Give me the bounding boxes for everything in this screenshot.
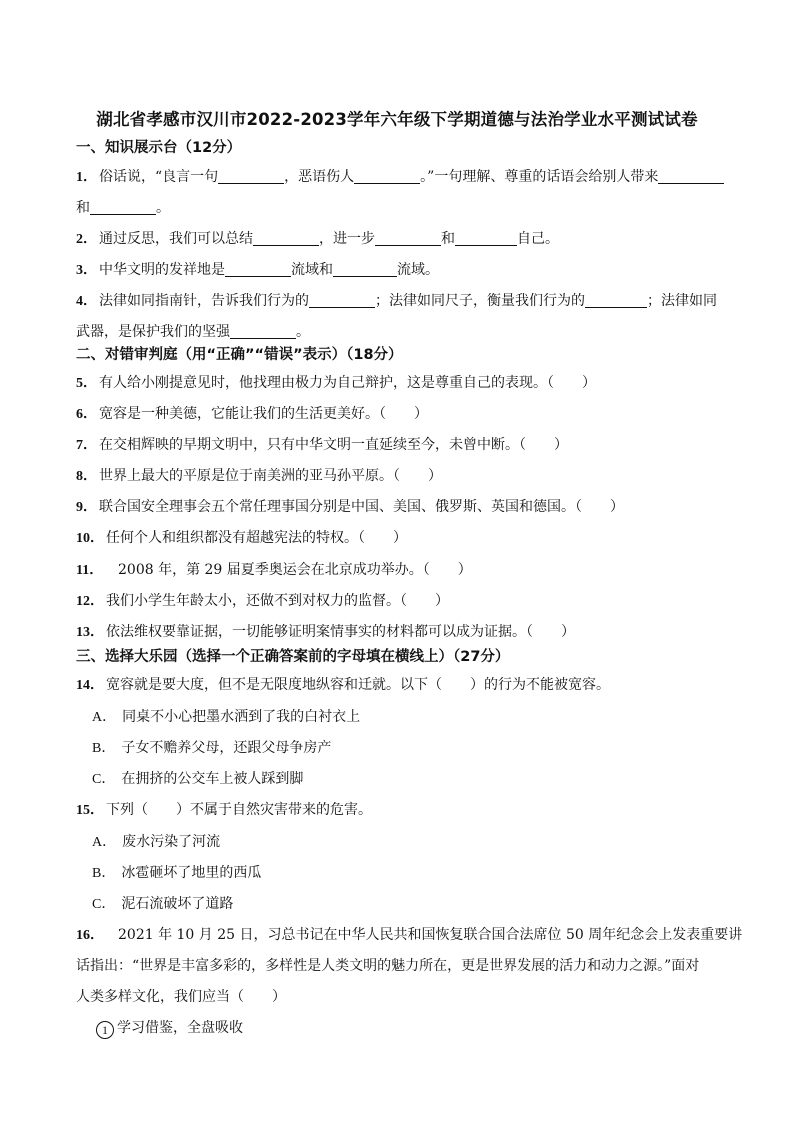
question-number: 15．: [76, 803, 104, 818]
question-number: 9．: [76, 500, 97, 515]
circled-number-icon: 1: [96, 1021, 114, 1039]
question-14: 14． 宽容就是要大度，但不是无限度地纵容和迁就。以下（ ）的行为不能被宽容。: [76, 677, 610, 693]
question-number: 16．: [76, 928, 104, 943]
question-number: 13．: [76, 625, 104, 640]
question-1: 1． 俗话说，“良言一句 ，恶语伤人 。”一句理解、尊重的话语会给别人带来: [76, 168, 724, 187]
question-9: 9． 联合国安全理事会五个常任理事国分别是中国、美国、俄罗斯、英国和德国。（ ）: [76, 499, 624, 515]
question-number: 12．: [76, 594, 104, 609]
question-6: 6． 宽容是一种美德，它能让我们的生活更美好。（ ）: [76, 406, 428, 422]
option-a[interactable]: A． 同桌不小心把墨水洒到了我的白衬衣上: [92, 709, 361, 725]
question-number: 1．: [76, 170, 97, 185]
question-8: 8． 世界上最大的平原是位于南美洲的亚马孙平原。（ ）: [76, 468, 442, 484]
question-12: 12． 我们小学生年龄太小，还做不到对权力的监督。（ ）: [76, 593, 449, 609]
question-number: 4．: [76, 294, 97, 309]
question-11: 11． 2008 年，第 29 届夏季奥运会在北京成功举办。（ ）: [76, 562, 472, 578]
section-3-heading: 三、选择大乐园（选择一个正确答案前的字母填在横线上）（27分）: [76, 649, 510, 665]
question-number: 10．: [76, 531, 104, 546]
question-5: 5． 有人给小刚提意见时，他找理由极力为自己辩护，这是尊重自己的表现。（ ）: [76, 375, 596, 391]
answer-blank[interactable]: [455, 231, 517, 246]
question-15: 15． 下列（ ）不属于自然灾害带来的危害。: [76, 802, 372, 818]
question-number: 6．: [76, 407, 97, 422]
section-2-heading: 二、对错审判庭（用“正确”“错误”表示）（18分）: [76, 347, 403, 363]
answer-blank[interactable]: [309, 293, 375, 308]
option-a[interactable]: A． 废水污染了河流: [92, 834, 221, 850]
question-3: 3． 中华文明的发祥地是 流域和 流域。: [76, 262, 439, 278]
answer-blank[interactable]: [225, 262, 291, 277]
question-13: 13． 依法维权要靠证据，一切能够证明案情事实的材料都可以成为证据。（ ）: [76, 624, 575, 640]
question-16: 16． 2021 年 10 月 25 日，习总书记在中华人民共和国恢复联合国合法席位 50 周年纪念会上发表重要讲: [76, 927, 743, 943]
question-1-cont: 和 。: [76, 200, 170, 216]
answer-blank[interactable]: [585, 293, 647, 308]
page-title: 湖北省孝感市汉川市2022-2023学年六年级下学期道德与法治学业水平测试试卷: [96, 110, 698, 129]
answer-blank[interactable]: [253, 231, 319, 246]
option-c[interactable]: C． 泥石流破坏了道路: [92, 896, 234, 912]
question-number: 14．: [76, 678, 104, 693]
answer-blank[interactable]: [90, 200, 156, 215]
question-number: 2．: [76, 232, 97, 247]
question-7: 7． 在交相辉映的早期文明中，只有中华文明一直延续至今，未曾中断。（ ）: [76, 437, 568, 453]
option-c[interactable]: C． 在拥挤的公交车上被人踩到脚: [92, 771, 304, 787]
answer-blank[interactable]: [230, 324, 296, 339]
answer-blank[interactable]: [354, 169, 420, 184]
question-number: 8．: [76, 469, 97, 484]
question-number: 3．: [76, 263, 97, 278]
section-1-heading: 一、知识展示台（12分）: [76, 140, 242, 156]
question-16-line-3: 人类多样文化，我们应当（ ）: [76, 989, 286, 1005]
question-2: 2． 通过反思，我们可以总结 ，进一步 和 自己。: [76, 231, 559, 247]
answer-blank[interactable]: [658, 169, 724, 184]
answer-blank[interactable]: [333, 262, 397, 277]
question-number: 11．: [76, 563, 104, 578]
question-number: 7．: [76, 438, 97, 453]
answer-blank[interactable]: [218, 169, 284, 184]
question-10: 10． 任何个人和组织都没有超越宪法的特权。（ ）: [76, 530, 407, 546]
option-b[interactable]: B． 子女不赡养父母，还跟父母争房产: [92, 740, 332, 756]
option-b[interactable]: B． 冰雹砸坏了地里的西瓜: [92, 865, 262, 881]
option-1[interactable]: 1 学习借鉴，全盘吸收: [96, 1019, 243, 1039]
question-4: 4． 法律如同指南针，告诉我们行为的 ；法律如同尺子，衡量我们行为的 ；法律如同: [76, 293, 717, 309]
question-16-line-2: 话指出：“世界是丰富多彩的，多样性是人类文明的魅力所在，更是世界发展的活力和动力之源。”面对: [76, 958, 700, 974]
answer-blank[interactable]: [375, 231, 441, 246]
question-4-cont: 武器，是保护我们的坚强 。: [76, 324, 310, 340]
question-number: 5．: [76, 376, 97, 391]
